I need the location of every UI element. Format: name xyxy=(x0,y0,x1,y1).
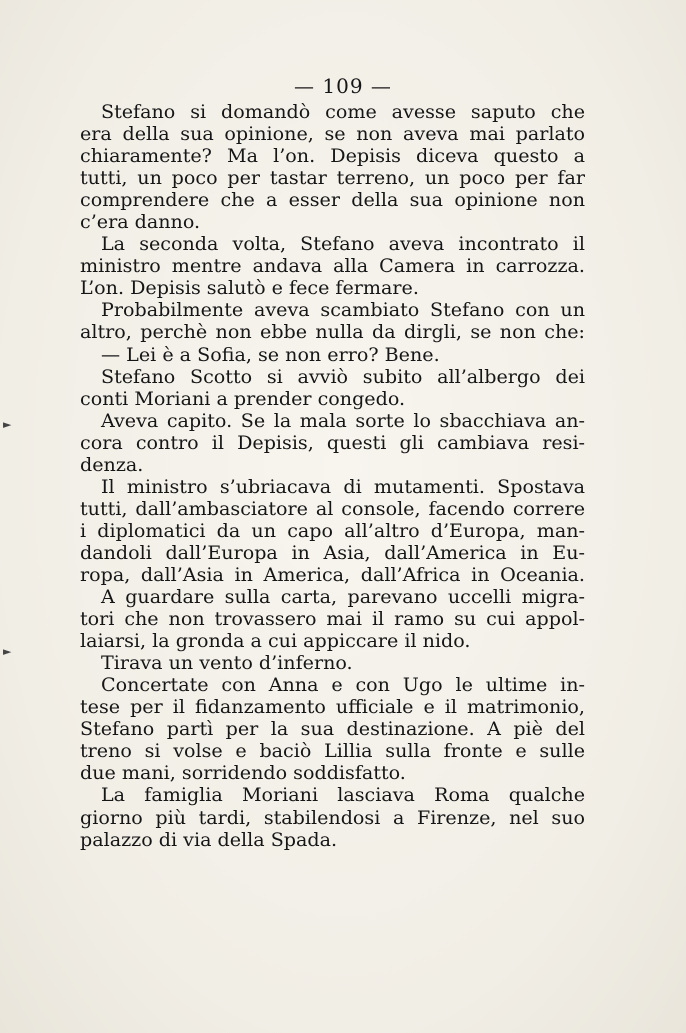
text-line: era della sua opinione, se non aveva mai parlato xyxy=(80,122,585,146)
text-line: chiaramente? Ma l’on. Depisis diceva questo a xyxy=(80,144,585,168)
text-line: i diplomatici da un capo all’altro d’Europa, man- xyxy=(80,518,585,542)
text-line: due mani, sorridendo soddisfatto. xyxy=(80,761,406,785)
text-line: La seconda volta, Stefano aveva incontrato il xyxy=(101,232,585,256)
text-line: ropa, dall’Asia in America, dall’Africa in Oceania. xyxy=(80,562,585,586)
text-line: tutti, dall’ambasciatore al console, facendo correre xyxy=(80,496,585,520)
text-line: Stefano Scotto si avviò subito all’albergo dei xyxy=(101,364,585,388)
text-line: A guardare sulla carta, parevano uccelli migra- xyxy=(101,585,585,609)
text-line: conti Moriani a prender congedo. xyxy=(80,386,406,410)
text-line: Probabilmente aveva scambiato Stefano con un xyxy=(101,298,585,322)
text-line: Stefano partì per la sua destinazione. A piè del xyxy=(80,717,585,741)
body-text xyxy=(80,101,585,851)
text-line: Aveva capito. Se la mala sorte lo sbacchiava an- xyxy=(101,408,585,432)
text-line: altro, perchè non ebbe nulla da dirgli, se non che: xyxy=(80,320,585,344)
text-line: ministro mentre andava alla Camera in carrozza. xyxy=(80,254,585,278)
text-line: Il ministro s’ubriacava di mutamenti. Spostava xyxy=(101,474,585,498)
text-line: tori che non trovassero mai il ramo su cui appol- xyxy=(80,607,585,631)
text-line: laiarsi, la gronda a cui appiccare il nido. xyxy=(80,629,471,653)
text-line: — Lei è a Sofia, se non erro? Bene. xyxy=(101,342,440,366)
text-line: Stefano si domandò come avesse saputo che xyxy=(101,100,585,123)
text-line: giorno più tardi, stabilendosi a Firenze, nel suo xyxy=(80,805,585,829)
text-line: palazzo di via della Spada. xyxy=(80,827,338,851)
text-line: tutti, un poco per tastar terreno, un poco per far xyxy=(80,166,585,190)
text-line: denza. xyxy=(80,452,144,476)
text-line: dandoli dall’Europa in Asia, dall’America in Eu- xyxy=(80,540,585,564)
text-line: comprendere che a esser della sua opinione non xyxy=(80,188,585,212)
text-line: c’era danno. xyxy=(80,210,201,234)
text-line: L’on. Depisis salutò e fece fermare. xyxy=(80,276,419,300)
text-line: Tirava un vento d’inferno. xyxy=(101,651,353,675)
text-line: treno si volse e baciò Lillia sulla fronte e sulle xyxy=(80,739,585,763)
margin-mark: ► xyxy=(3,418,12,431)
text-line: La famiglia Moriani lasciava Roma qualche xyxy=(101,783,585,807)
page-number: — 109 — xyxy=(294,74,392,98)
text-line: tese per il fidanzamento ufficiale e il matrimonio, xyxy=(80,695,585,719)
margin-mark: ► xyxy=(3,645,12,658)
text-line: cora contro il Depisis, questi gli cambiava resi- xyxy=(80,430,585,454)
text-line: Concertate con Anna e con Ugo le ultime in- xyxy=(101,673,585,697)
